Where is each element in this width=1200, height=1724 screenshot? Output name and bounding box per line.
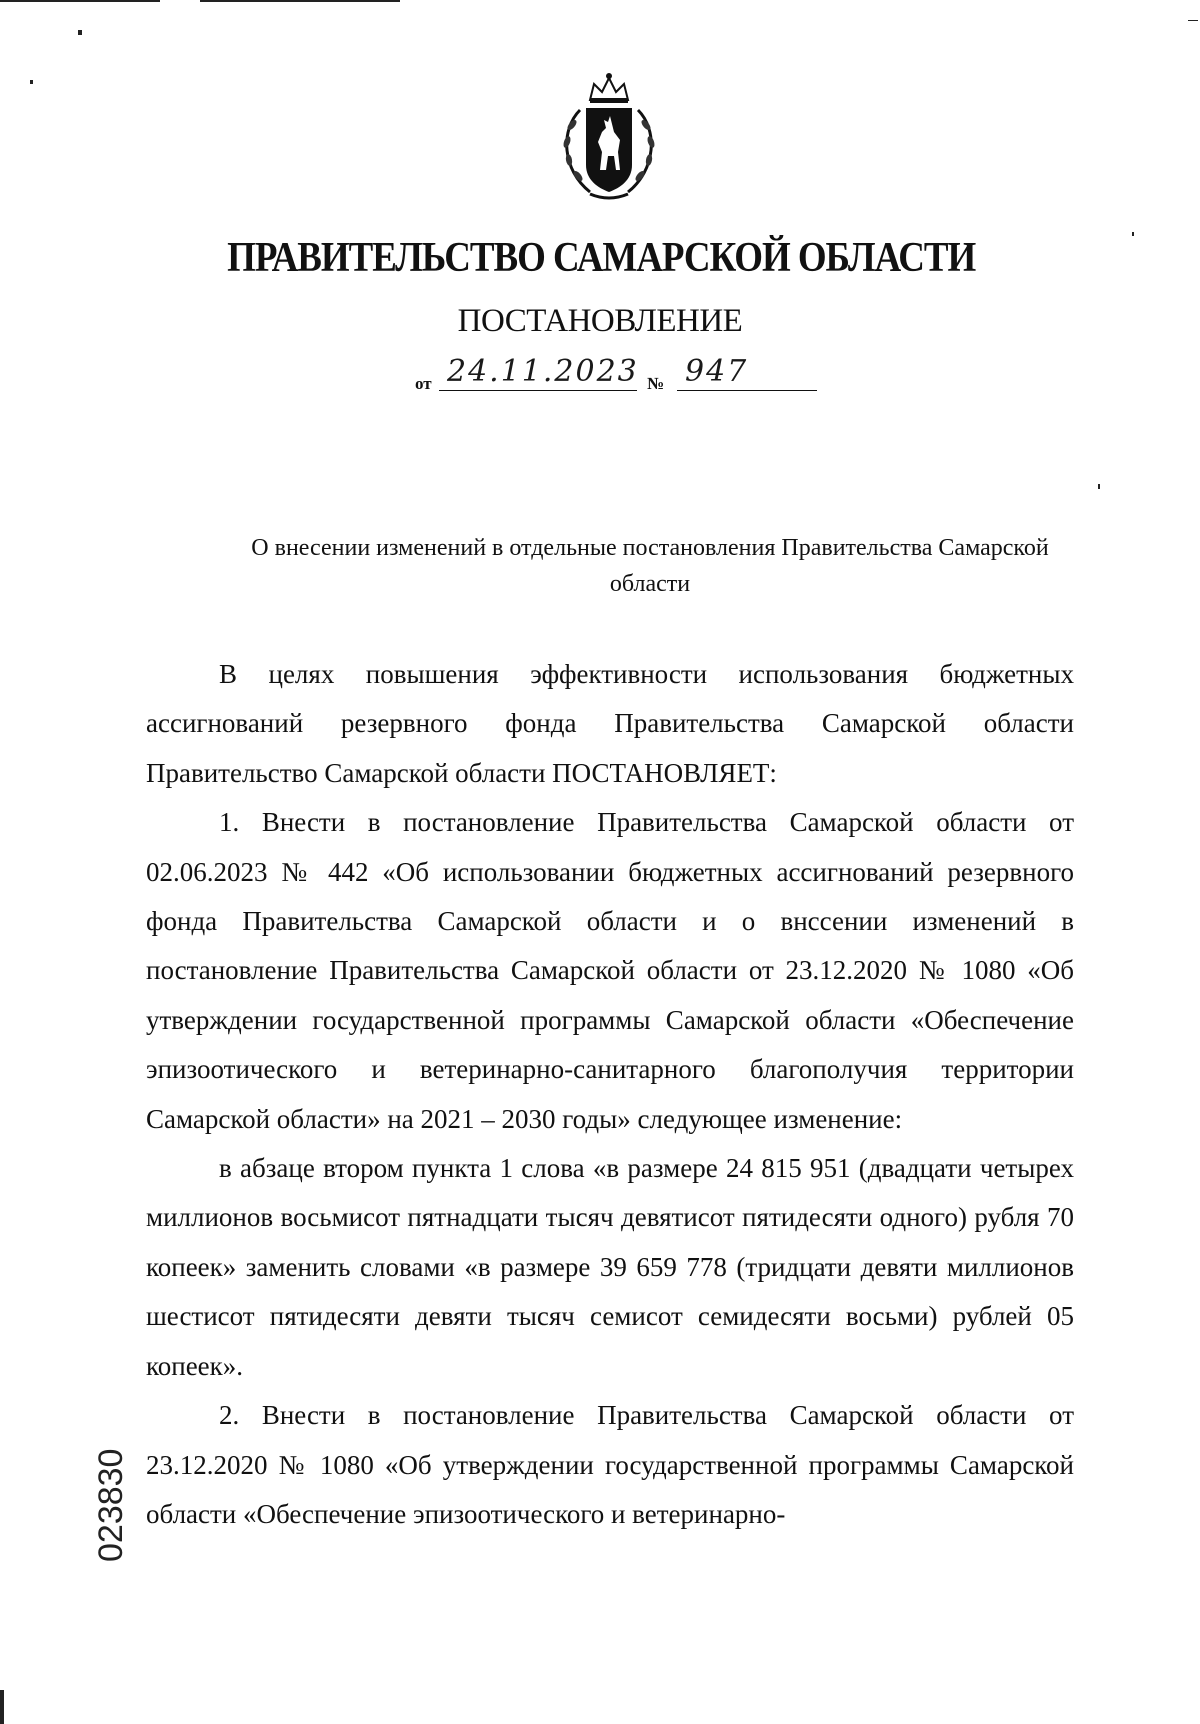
samara-coat-of-arms-icon: [550, 70, 668, 205]
document-subject: О внесении изменений в отдельные постановления Правительства Самарской области: [251, 535, 1049, 597]
number-underline: [677, 390, 817, 391]
scan-artifact: [30, 80, 33, 84]
number-sign: №: [647, 374, 665, 393]
scan-artifact: [78, 30, 82, 35]
handwritten-date: 24.11.2023: [447, 354, 639, 389]
scan-artifact: [200, 0, 400, 2]
scan-artifact: [1132, 232, 1134, 236]
paragraph: В целях повышения эффективности использования бюджетных ассигнований резервного фонда Правительства Самарской области Правительство Самарской области ПОСТАНОВЛЯЕТ:: [146, 659, 1074, 788]
paragraph: 1. Внести в постановление Правительства Самарской области от 02.06.2023 № 442 «Об использовании бюджетных ассигнований резервного фонда Правительства Самарской области и о внссении изменений в постановление Правительства Самарской области от 23.12.2020 № 1080 «Об утверждении государственной программы Самарской области «Обеспечение эпизоотического и ветеринарно-санитарного благополучия территории Самарской области» на 2021 – 2030 годы» следующее изменение:: [146, 807, 1074, 1134]
date-underline: [439, 390, 637, 391]
scan-artifact: [1098, 484, 1100, 489]
document-body: [146, 650, 1074, 1539]
scan-artifact: [0, 0, 160, 2]
side-serial-number: 023830: [92, 1448, 130, 1562]
scan-artifact: [0, 1690, 4, 1724]
handwritten-number: 947: [685, 354, 749, 389]
scan-artifact: [1188, 20, 1198, 21]
paragraph: в абзаце втором пункта 1 слова «в размере 24 815 951 (двадцати четырех миллионов восьмисот пятнадцати тысяч девятисот пятидесяти одного) рубля 70 копеек» заменить словами «в размере 39 659 778 (тридцати девяти миллионов шестисот пятидесяти девяти тысяч семисот семидесяти восьми) рублей 05 копеек».: [146, 1153, 1074, 1381]
paragraph: 2. Внести в постановление Правительства Самарской области от 23.12.2020 № 1080 «Об утверждении государственной программы Самарской области «Обеспечение эпизоотического и ветеринарно-: [146, 1400, 1074, 1529]
document-type: ПОСТАНОВЛЕНИЕ: [457, 303, 743, 339]
date-prefix: от: [415, 374, 432, 393]
date-line: [415, 354, 815, 402]
government-title: ПРАВИТЕЛЬСТВО САМАРСКОЙ ОБЛАСТИ: [227, 235, 976, 281]
